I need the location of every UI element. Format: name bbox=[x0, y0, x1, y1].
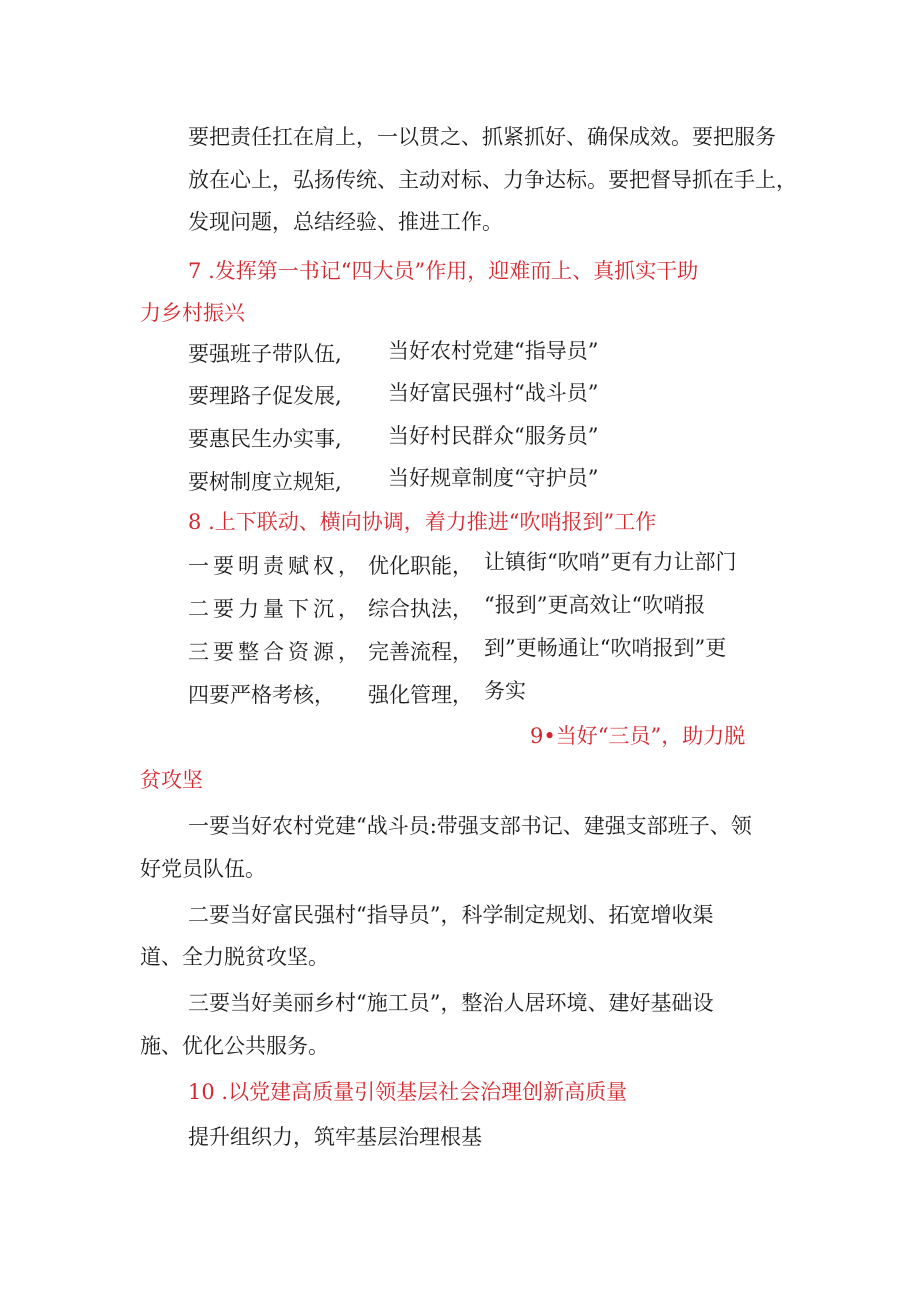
paragraph-line: 一要当好农村党建“战斗员:带强支部书记、建强支部班子、领 bbox=[188, 814, 752, 838]
duty-left: 要惠民生办实事, bbox=[188, 427, 342, 451]
paragraph-line: 放在心上，弘扬传统、主动对标、力争达标。要把督导抓在手上， bbox=[188, 168, 797, 192]
grid-col3: 到”更畅通让“吹哨报到”更 bbox=[484, 636, 727, 660]
grid-col1: 一要明责赋权， bbox=[188, 554, 363, 578]
grid-col2: 完善流程， bbox=[368, 640, 473, 664]
grid-col1: 三要整合资源， bbox=[188, 640, 363, 664]
heading-number: 10 bbox=[188, 1080, 215, 1104]
duty-right: 当好规章制度“守护员” bbox=[388, 466, 599, 490]
duty-right: 当好富民强村“战斗员” bbox=[388, 381, 599, 405]
heading-number: 7 bbox=[188, 259, 202, 283]
grid-col2: 强化管理， bbox=[368, 683, 473, 707]
duty-right: 当好农村党建“指导员” bbox=[388, 339, 599, 363]
paragraph-line: 三要当好美丽乡村“施工员”，整治人居环境、建好基础设 bbox=[188, 991, 714, 1015]
grid-col3: 务实 bbox=[484, 679, 526, 703]
duty-left: 要树制度立规矩, bbox=[188, 470, 342, 494]
paragraph-line: 二要当好富民强村“指导员”，科学制定规划、拓宽增收渠 bbox=[188, 903, 714, 927]
duty-left: 要理路子促发展, bbox=[188, 384, 342, 408]
heading-8 bbox=[188, 509, 656, 535]
heading-7-cont: 力乡村振兴 bbox=[140, 301, 245, 325]
grid-col3: 让镇街“吹哨”更有力让部门 bbox=[484, 550, 737, 574]
duty-left: 要强班子带队伍, bbox=[188, 342, 342, 366]
heading-7 bbox=[188, 258, 698, 284]
grid-col3: “报到”更高效让“吹哨报 bbox=[484, 593, 706, 617]
heading-text: .发挥第一书记“四大员”作用，迎难而上、真抓实干助 bbox=[208, 259, 699, 283]
paragraph-line: 好党员队伍。 bbox=[140, 857, 266, 881]
heading-9: 9•当好“三员”，助力脱 bbox=[530, 724, 746, 748]
heading-10 bbox=[188, 1079, 627, 1105]
duty-right: 当好村民群众“服务员” bbox=[388, 424, 599, 448]
grid-col2: 综合执法， bbox=[368, 597, 473, 621]
paragraph-line: 道、全力脱贫攻坚。 bbox=[140, 945, 329, 969]
grid-col1: 四要严格考核， bbox=[188, 683, 335, 707]
heading-text: .上下联动、横向协调，着力推进“吹哨报到”工作 bbox=[208, 510, 657, 534]
heading-text: .以党建高质量引领基层社会治理创新高质量 bbox=[221, 1080, 628, 1104]
paragraph-line: 提升组织力，筑牢基层治理根基 bbox=[188, 1125, 482, 1149]
heading-number: 8 bbox=[188, 510, 202, 534]
grid-col1: 二要力量下沉， bbox=[188, 597, 363, 621]
grid-col2: 优化职能， bbox=[368, 554, 473, 578]
paragraph-line: 要把责任扛在肩上，一以贯之、抓紧抓好、确保成效。要把服务 bbox=[188, 125, 776, 149]
paragraph-line: 施、优化公共服务。 bbox=[140, 1034, 329, 1058]
paragraph-line: 发现问题，总结经验、推进工作。 bbox=[188, 210, 503, 234]
heading-9-cont: 贫攻坚 bbox=[140, 768, 203, 792]
